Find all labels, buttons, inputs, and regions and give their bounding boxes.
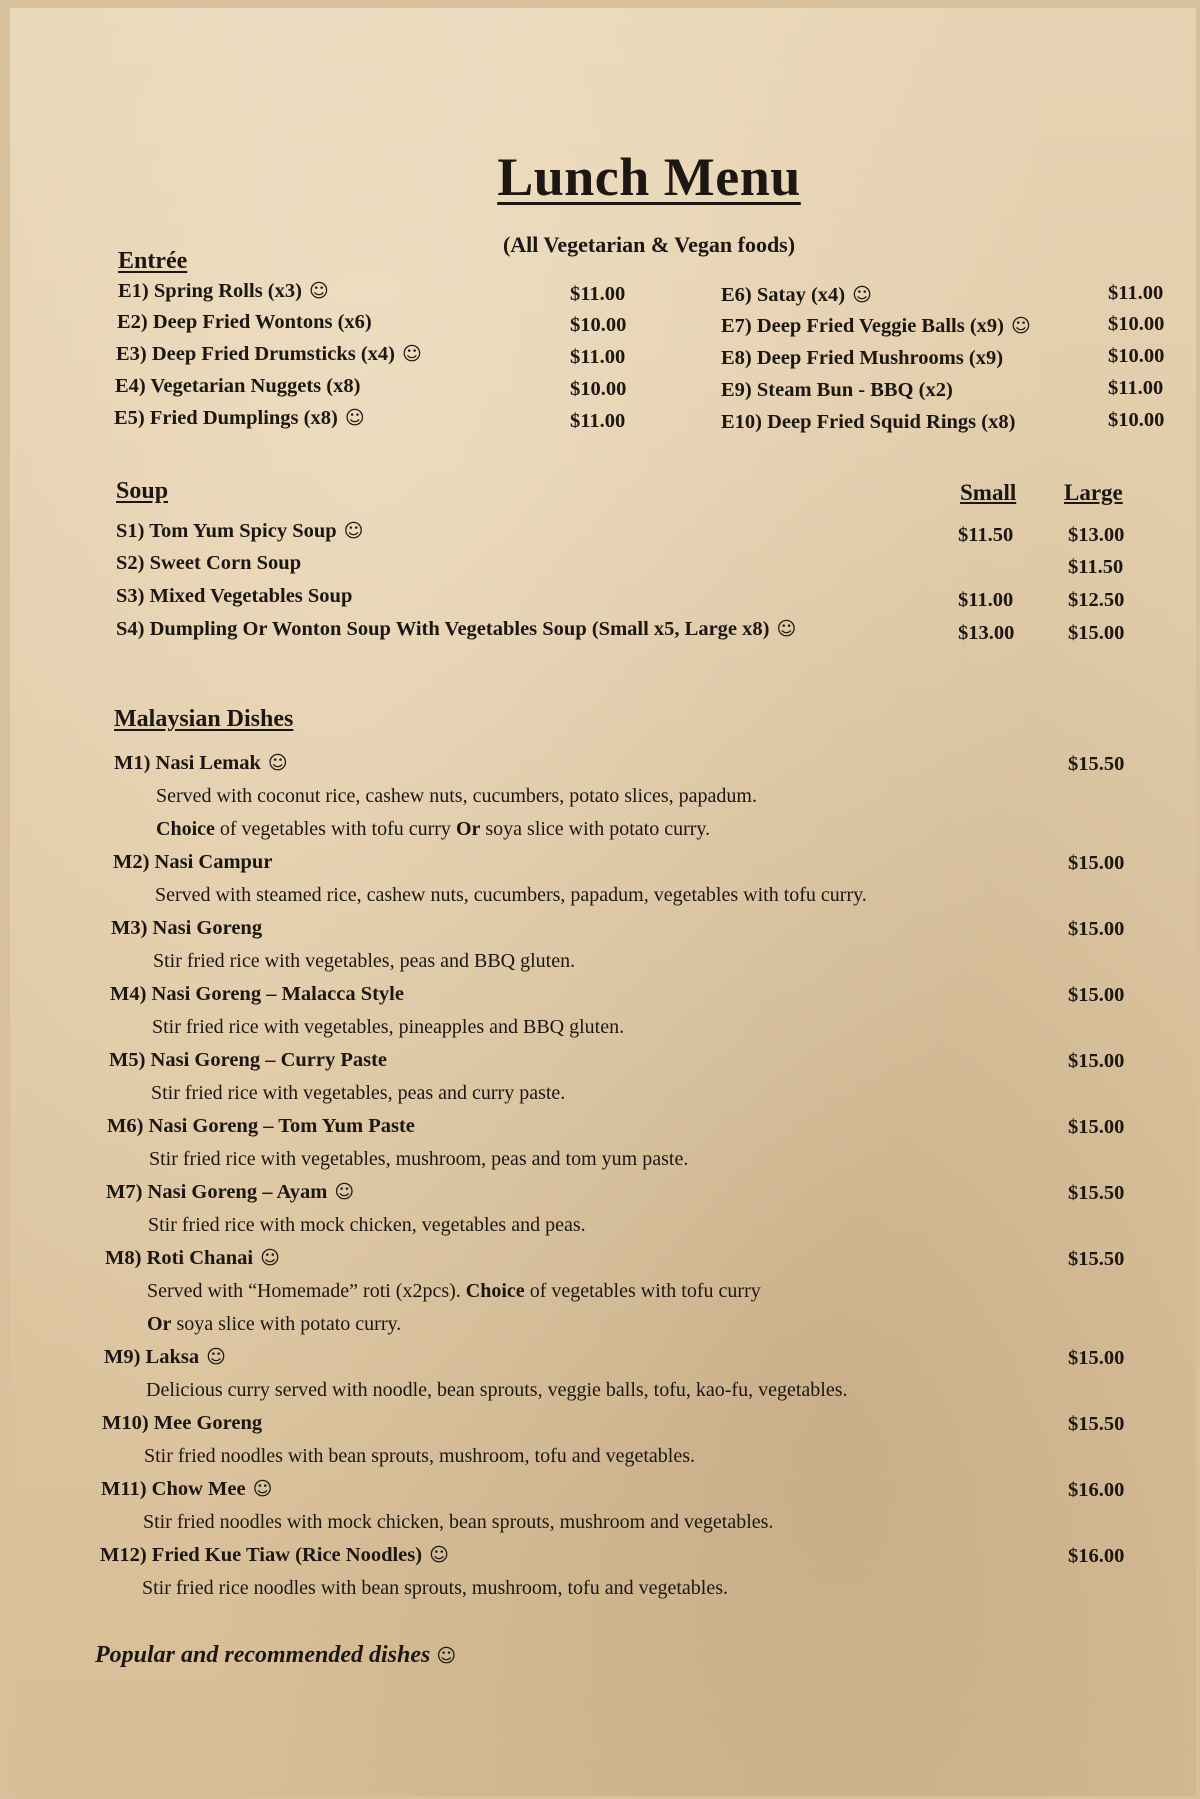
item-description	[156, 818, 710, 841]
soup-large-price: $13.00	[1068, 524, 1125, 546]
item-price: $16.00	[1068, 1479, 1125, 1501]
item-price: $11.00	[570, 346, 626, 368]
menu-item-name	[116, 520, 363, 543]
menu-item-name	[114, 752, 288, 775]
menu-item-name	[101, 1478, 272, 1501]
menu-item-name	[116, 343, 422, 366]
description-text: Stir fried rice noodles with bean sprouts, mushroom, tofu and vegetables.	[142, 1577, 728, 1599]
emphasis-text: Choice	[156, 818, 215, 840]
soup-small-header: Small	[960, 480, 1017, 505]
item-price: $10.00	[1108, 313, 1165, 335]
item-price: $10.00	[1108, 345, 1165, 367]
item-price: $15.50	[1068, 1182, 1125, 1204]
description-text: soya slice with potato curry.	[171, 1313, 402, 1335]
menu-item-name	[114, 407, 365, 430]
menu-item-name	[116, 585, 352, 608]
description-text: Stir fried rice with vegetables, pineapples and BBQ gluten.	[152, 1016, 625, 1038]
item-price: $15.00	[1068, 1347, 1125, 1369]
item-description	[153, 950, 575, 973]
smiley-icon: ☺	[776, 618, 797, 640]
soup-large-header: Large	[1064, 480, 1123, 505]
footer-note	[95, 1642, 456, 1669]
item-price: $10.00	[570, 378, 627, 400]
item-price: $15.50	[1068, 753, 1125, 775]
smiley-icon: ☺	[308, 280, 329, 302]
smiley-icon: ☺	[267, 752, 288, 774]
item-price: $15.00	[1068, 918, 1125, 940]
menu-item-name	[721, 315, 1031, 338]
description-text: Stir fried rice with vegetables, peas and curry paste.	[151, 1082, 566, 1104]
menu-item-name	[102, 1412, 262, 1435]
item-label: M8) Roti Chanai	[105, 1247, 254, 1269]
item-description	[149, 1148, 688, 1171]
item-description	[144, 1445, 695, 1468]
soup-large-price: $12.50	[1068, 589, 1125, 611]
item-label: M12) Fried Kue Tiaw (Rice Noodles)	[100, 1544, 423, 1566]
item-price: $11.00	[570, 410, 626, 432]
item-description	[147, 1280, 761, 1303]
menu-item-name	[105, 1247, 280, 1270]
smiley-icon: ☺	[206, 1346, 226, 1368]
menu-item-name	[721, 347, 1003, 370]
menu-item-name	[118, 280, 329, 303]
soup-large-price: $11.50	[1068, 556, 1124, 578]
soup-large-price: $15.00	[1068, 622, 1125, 644]
item-label: M9) Laksa	[104, 1346, 200, 1368]
description-text: Stir fried rice with mock chicken, vegetables and peas.	[148, 1214, 586, 1236]
menu-item-name	[113, 851, 272, 874]
menu-item-name	[100, 1544, 449, 1567]
item-price: $15.00	[1068, 1050, 1125, 1072]
item-label: E9) Steam Bun - BBQ (x2)	[721, 379, 953, 401]
item-label: E7) Deep Fried Veggie Balls (x9)	[721, 315, 1004, 337]
emphasis-text: Choice	[465, 1280, 525, 1302]
item-label: E3) Deep Fried Drumsticks (x4)	[116, 343, 395, 365]
item-description	[156, 785, 757, 808]
item-price: $15.50	[1068, 1413, 1125, 1435]
item-description	[155, 884, 867, 907]
menu-item-name	[116, 552, 301, 575]
item-label: S4) Dumpling Or Wonton Soup With Vegetables Soup (Small x5, Large x8)	[116, 618, 770, 640]
menu-item-name	[721, 411, 1015, 434]
smiley-icon: ☺	[429, 1544, 449, 1566]
item-description	[146, 1379, 847, 1402]
item-label: S1) Tom Yum Spicy Soup	[116, 520, 337, 542]
item-description	[151, 1082, 565, 1105]
description-text: Stir fried rice with vegetables, peas and BBQ gluten.	[153, 950, 576, 972]
description-text: Served with “Homemade” roti (x2pcs).	[147, 1280, 466, 1302]
item-label: S2) Sweet Corn Soup	[116, 552, 302, 574]
description-text: Served with coconut rice, cashew nuts, cucumbers, potato slices, papadum.	[156, 785, 757, 807]
smiley-icon: ☺	[260, 1247, 280, 1269]
menu-item-name	[106, 1181, 354, 1204]
item-label: M2) Nasi Campur	[113, 851, 273, 873]
item-label: M11) Chow Mee	[101, 1478, 246, 1500]
item-description	[142, 1577, 728, 1600]
menu-item-name	[115, 375, 360, 398]
menu-item-name	[109, 1049, 387, 1072]
item-label: E4) Vegetarian Nuggets (x8)	[115, 375, 361, 397]
item-price: $11.00	[570, 283, 626, 305]
soup-small-price: $11.50	[958, 524, 1014, 546]
item-label: M10) Mee Goreng	[102, 1412, 263, 1434]
soup-small-price: $11.00	[958, 589, 1014, 611]
malaysian-heading: Malaysian Dishes	[114, 706, 294, 732]
smiley-icon: ☺	[436, 1645, 457, 1667]
item-description	[148, 1214, 586, 1237]
page-title: Lunch Menu	[497, 147, 801, 207]
item-price: $15.50	[1068, 1248, 1125, 1270]
item-price: $16.00	[1068, 1545, 1125, 1567]
item-price: $10.00	[570, 314, 627, 336]
smiley-icon: ☺	[401, 343, 422, 365]
description-text: Delicious curry served with noodle, bean sprouts, veggie balls, tofu, kao-fu, vegetables.	[146, 1379, 848, 1401]
menu-item-name	[721, 379, 953, 402]
item-label: E6) Satay (x4)	[721, 284, 846, 306]
smiley-icon: ☺	[1011, 315, 1031, 337]
menu-page	[10, 8, 1196, 1796]
entree-heading: Entrée	[118, 248, 188, 274]
description-text: Stir fried noodles with mock chicken, bean sprouts, mushroom and vegetables.	[143, 1511, 774, 1533]
smiley-icon: ☺	[852, 284, 872, 306]
item-price: $11.00	[1108, 377, 1164, 399]
item-label: E2) Deep Fried Wontons (x6)	[117, 311, 372, 333]
item-label: E1) Spring Rolls (x3)	[118, 280, 302, 302]
item-description	[147, 1313, 401, 1336]
menu-item-name	[721, 284, 872, 307]
description-text: Stir fried rice with vegetables, mushroom, peas and tom yum paste.	[149, 1148, 689, 1170]
item-label: E10) Deep Fried Squid Rings (x8)	[721, 411, 1016, 433]
smiley-icon: ☺	[343, 520, 364, 542]
item-label: E5) Fried Dumplings (x8)	[114, 407, 338, 429]
item-price: $15.00	[1068, 984, 1125, 1006]
footer-text: Popular and recommended dishes	[95, 1642, 431, 1668]
menu-item-name	[111, 917, 262, 940]
menu-item-name	[116, 618, 796, 641]
menu-item-name	[110, 983, 404, 1006]
item-label: M5) Nasi Goreng – Curry Paste	[109, 1049, 388, 1071]
item-label: M4) Nasi Goreng – Malacca Style	[110, 983, 404, 1005]
item-description	[143, 1511, 773, 1534]
smiley-icon: ☺	[334, 1181, 355, 1203]
item-price: $10.00	[1108, 409, 1165, 431]
item-label: M1) Nasi Lemak	[114, 752, 261, 774]
item-price: $15.00	[1068, 1116, 1125, 1138]
soup-small-price: $13.00	[958, 622, 1015, 644]
description-text: soya slice with potato curry.	[480, 818, 711, 840]
item-label: E8) Deep Fried Mushrooms (x9)	[721, 347, 1004, 369]
page-subtitle: (All Vegetarian & Vegan foods)	[502, 232, 796, 257]
smiley-icon: ☺	[344, 407, 365, 429]
item-label: M6) Nasi Goreng – Tom Yum Paste	[107, 1115, 415, 1137]
menu-item-name	[107, 1115, 415, 1138]
description-text: of vegetables with tofu curry	[214, 818, 456, 840]
item-label: S3) Mixed Vegetables Soup	[116, 585, 353, 607]
emphasis-text: Or	[455, 818, 481, 840]
item-label: M3) Nasi Goreng	[111, 917, 263, 939]
smiley-icon: ☺	[252, 1478, 273, 1500]
item-price: $15.00	[1068, 852, 1125, 874]
item-description	[152, 1016, 624, 1039]
menu-item-name	[104, 1346, 226, 1369]
item-label: M7) Nasi Goreng – Ayam	[106, 1181, 328, 1203]
description-text: of vegetables with tofu curry	[524, 1280, 761, 1302]
item-price: $11.00	[1108, 282, 1164, 304]
description-text: Stir fried noodles with bean sprouts, mushroom, tofu and vegetables.	[144, 1445, 696, 1467]
soup-heading: Soup	[116, 478, 169, 504]
description-text: Served with steamed rice, cashew nuts, cucumbers, papadum, vegetables with tofu curry.	[155, 884, 867, 906]
emphasis-text: Or	[147, 1313, 172, 1335]
menu-item-name	[117, 311, 372, 334]
